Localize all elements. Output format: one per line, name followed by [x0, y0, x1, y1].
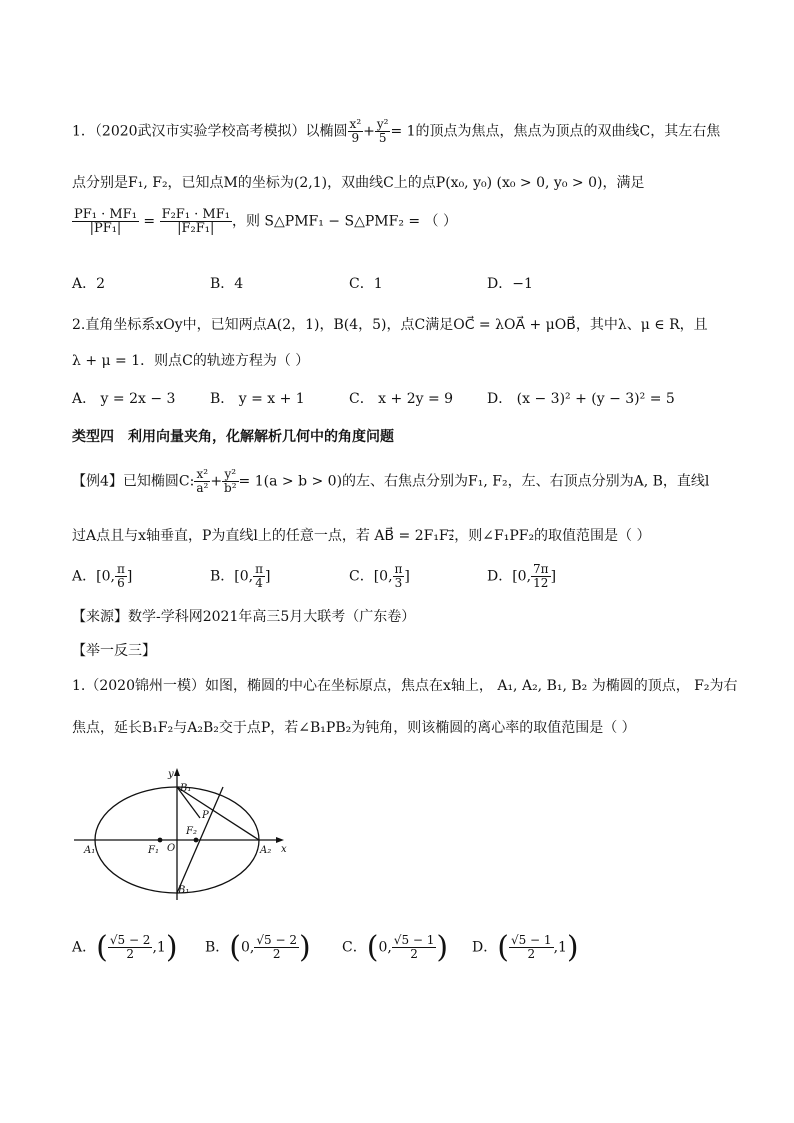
opt-frac [253, 563, 265, 590]
opt-head: 0, [241, 939, 255, 956]
ex4-line1 [72, 468, 709, 495]
line-b1-p [177, 787, 223, 893]
plus: + [363, 123, 375, 140]
line-b1-p-upper [177, 787, 200, 818]
frac-num: √5 − 1 [510, 933, 552, 947]
opt-label: C． [342, 939, 367, 956]
ex4-text-b: = 1(a > b > 0)的左、右焦点分别为F₁, F₂，左、右顶点分别为A, B，直线l [238, 473, 710, 490]
q1-line1 [72, 118, 720, 145]
ex4-frac-y [222, 468, 239, 495]
frac-den: 2 [410, 947, 418, 961]
ellipse [95, 787, 259, 893]
opt-label: D． [472, 939, 498, 956]
focus-f1 [158, 838, 163, 843]
opt-pre: D．[0, [487, 568, 532, 585]
opt-pre: A．[0, [72, 568, 115, 585]
frac-num: x² [349, 117, 362, 131]
frac-den: 5 [378, 131, 387, 145]
x-axis-arrow [276, 837, 284, 843]
ex4-option-d [487, 563, 556, 590]
frac-den: b² [224, 481, 237, 495]
frac-num: π [394, 562, 403, 576]
label-y: y [168, 769, 174, 780]
frac-den: 9 [351, 131, 360, 145]
q1-option-a: A．2 [72, 276, 106, 292]
label-o: O [167, 843, 176, 854]
jyfs-label: 【举一反三】 [72, 643, 156, 659]
q1-option-d: D．−1 [487, 276, 533, 292]
q2-option-b: B． y = x + 1 [210, 391, 305, 407]
frac-num: √5 − 2 [256, 933, 297, 947]
q3-line2: 焦点，延长B₁F₂与A₂B₂交于点P，若∠B₁PB₂为钝角，则该椭圆的离心率的取值范围是（ ） [72, 720, 636, 736]
opt-post: ] [126, 568, 133, 585]
ex4-frac-x [194, 468, 210, 495]
ex4-line2: 过A点且与x轴垂直，P为直线l上的任意一点，若 AB⃗ = 2F₁F₂⃗，则∠F₁PF₂的取值范围是（ ） [72, 528, 651, 544]
label-b1-bottom: B₁ [178, 885, 190, 896]
q1-frac-x [348, 118, 364, 145]
label-x: x [281, 844, 287, 855]
paren-close: ) [165, 930, 178, 965]
opt-post: ] [550, 568, 557, 585]
frac-den: 3 [394, 576, 403, 590]
frac-den: 2 [272, 947, 281, 961]
paren-close: ) [566, 930, 579, 965]
opt-post: ] [404, 568, 410, 585]
q1-text-b: 的顶点为焦点，焦点为顶点的双曲线C，其左右焦 [415, 123, 721, 140]
paren-open: ( [229, 930, 242, 965]
paren-close: ) [298, 930, 311, 965]
frac-num: π [116, 562, 125, 576]
frac-num: √5 − 1 [393, 933, 435, 947]
label-b1-top: B₁ [180, 783, 192, 794]
opt-post: ] [265, 568, 271, 585]
opt-head: 0, [378, 939, 392, 956]
opt-frac [115, 563, 127, 590]
opt-frac [531, 563, 551, 590]
q1-line3 [72, 208, 457, 235]
q3-line1: 1.（2020锦州一模）如图，椭圆的中心在坐标原点，焦点在x轴上， A₁, A₂, B₁, B₂ 为椭圆的顶点， F₂为右 [72, 678, 738, 694]
frac-den: 2 [126, 947, 134, 961]
label-a2: A₂ [260, 845, 272, 856]
paren-open: ( [497, 930, 509, 965]
paren-close: ) [436, 930, 449, 965]
opt-label: A． [72, 939, 97, 956]
focus-f2 [194, 838, 199, 843]
frac-den: 2 [527, 947, 536, 961]
frac-num: y² [222, 468, 239, 482]
ex4-text-a: 【例4】已知椭圆C: [72, 473, 195, 490]
frac-den: 4 [255, 576, 263, 590]
frac-num: 7π [533, 562, 549, 576]
frac-den: 12 [533, 576, 549, 590]
ex4-option-a [72, 563, 132, 590]
label-f1: F₁ [148, 845, 159, 856]
ex4-option-b [210, 563, 270, 590]
q2-option-a: A． y = 2x − 3 [72, 391, 176, 407]
label-f2: F₂ [186, 826, 197, 837]
ex4-option-c [349, 563, 410, 590]
q2-line1: 2.直角坐标系xOy中，已知两点A(2，1)，B(4，5)，点C满足OC⃗ = λOA⃗ + μOB⃗，其中λ、μ ∈ R，且 [72, 317, 708, 333]
q3-option-a [72, 930, 178, 965]
opt-frac [393, 563, 405, 590]
frac-num: PF₁ · MF₁ [74, 207, 137, 222]
frac-num: x² [194, 468, 210, 482]
q3-option-b [205, 930, 311, 965]
q1-vec-frac-1 [72, 208, 139, 235]
opt-pre: B．[0, [210, 568, 254, 585]
opt-frac [254, 934, 299, 961]
section-heading: 类型四 利用向量夹角，化解解析几何中的角度问题 [72, 429, 394, 445]
q1-text-a: 1．（2020武汉市实验学校高考模拟）以椭圆 [72, 123, 348, 140]
q1-line2: 点分别是F₁, F₂，已知点M的坐标为(2,1)，双曲线C上的点P(x₀, y₀) (x₀ > 0, y₀ > 0)，满足 [72, 175, 645, 191]
opt-frac [108, 934, 153, 961]
equals: = [143, 213, 156, 230]
q1-frac-y [375, 118, 391, 145]
q3-option-d [472, 930, 579, 965]
label-p: P [202, 810, 209, 821]
opt-label: B． [205, 939, 230, 956]
paren-open: ( [366, 930, 379, 965]
frac-den: a² [196, 481, 209, 495]
ex4-source: 【来源】数学-学科网2021年高三5月大联考（广东卷） [72, 609, 416, 625]
frac-num: F₂F₁ · MF₁ [161, 207, 230, 222]
q2-option-d: D． (x − 3)² + (y − 3)² = 5 [487, 391, 675, 407]
q3-option-c [342, 930, 448, 965]
frac-den: |PF₁| [89, 221, 122, 236]
frac-num: π [255, 562, 263, 576]
q2-line2: λ + μ = 1．则点C的轨迹方程为（ ） [72, 353, 310, 369]
equals: = 1 [390, 123, 416, 140]
frac-den: 6 [117, 576, 125, 590]
line-b1-a2 [177, 787, 259, 840]
opt-pre: C．[0, [349, 568, 393, 585]
opt-frac [392, 934, 437, 961]
q2-option-c: C． x + 2y = 9 [349, 391, 454, 407]
paren-open: ( [96, 930, 108, 965]
q1-vec-frac-2 [160, 208, 232, 235]
frac-num: √5 − 2 [109, 933, 151, 947]
opt-tail: ,1 [152, 939, 166, 956]
opt-tail: ,1 [553, 939, 567, 956]
label-a1: A₁ [84, 845, 96, 856]
y-axis-arrow [174, 768, 180, 776]
plus: + [210, 473, 223, 490]
q1-option-b: B．4 [210, 276, 244, 292]
q1-text-c: ，则 S△PMF₁ − S△PMF₂ = （ ） [231, 213, 458, 230]
frac-num: y² [376, 117, 389, 131]
frac-den: |F₂F₁| [177, 221, 215, 236]
q1-option-c: C．1 [349, 276, 383, 292]
opt-frac [509, 934, 554, 961]
